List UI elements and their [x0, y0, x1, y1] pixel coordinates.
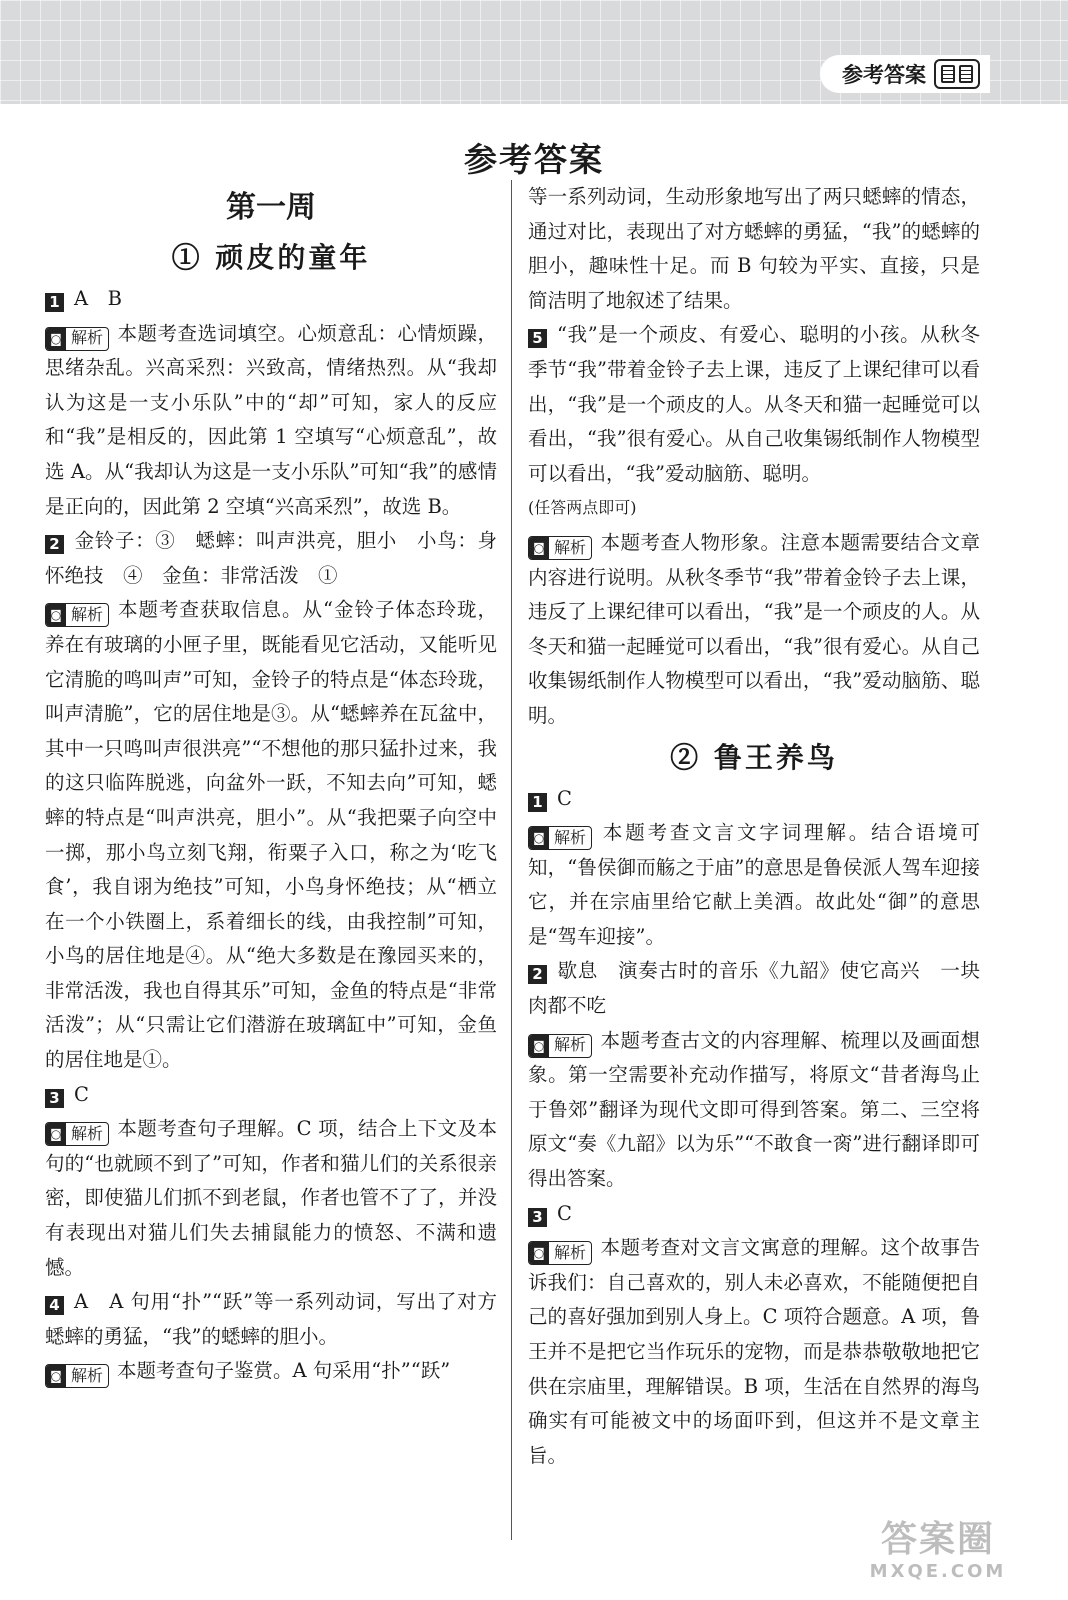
question-number: 4 [45, 1296, 64, 1315]
analysis-1: ◙ 解析 本题考查选词填空。心烦意乱：心情烦躁，思绪杂乱。兴高采烈：兴致高，情绪热烈。从“我却认为这是一支小乐队”中的“却”可知，家人的反应和“我”是相反的，因此第 1 空填写“心烦意乱”，故选 A。从“我却认为这是一支小乐队”可知“我”的感情是正向的，因此第 2 空填“兴高采烈”，故选 B。 [45, 321, 497, 518]
watermark-top: 答案圈 [880, 1519, 995, 1560]
analysis-1b: ◙ 解析 本题考查文言文字词理解。结合语境可知，“鲁侯御而觞之于庙”的意思是鲁侯派人驾车迎接它，并在宗庙里给它献上美酒。故此处“御”的意思是“驾车迎接”。 [528, 821, 980, 948]
question-number: 2 [45, 535, 64, 554]
analysis-3: ◙ 解析 本题考查句子理解。C 项，结合上下文及本句的“也就顾不到了”可知，作者和猫儿们的关系很亲密，即使猫儿们抓不到老鼠，作者也管不了了，并没有表现出对猫儿们失去捕鼠能力的愤怒、不满和遗憾。 [45, 1117, 497, 1279]
analysis-badge: ◙ 解析 [528, 1241, 592, 1265]
answer-2: 2 金铃子：③ 蟋蟀：叫声洪亮，胆小 小鸟：身怀绝技 ④ 金鱼：非常活泼 ① [45, 529, 497, 587]
section-tab-label: 参考答案 [842, 63, 926, 87]
question-number: 1 [528, 793, 547, 812]
answer-2b: 2 歇息 演奏古时的音乐《九韶》使它高兴 一块肉都不吃 [528, 959, 980, 1018]
question-number: 3 [45, 1089, 64, 1108]
week-title: 第一周 [226, 190, 316, 225]
question-number: 3 [528, 1208, 547, 1227]
analysis-badge: ◙ 解析 [528, 536, 592, 560]
answer-1b: 1 C [528, 782, 980, 817]
question-number: 2 [528, 965, 547, 984]
analysis-icon: ◙ [46, 1123, 66, 1145]
analysis-4-continued: 等一系列动词，生动形象地写出了两只蟋蟀的情态，通过对比，表现出了对方蟋蟀的勇猛，“我”的蟋蟀的胆小，趣味性十足。而 B 句较为平实、直接，只是简洁明了地叙述了结果。 [528, 185, 980, 312]
analysis-badge: ◙ 解析 [528, 1034, 592, 1058]
watermark-url: MXQE.COM [869, 1561, 1007, 1582]
section-tab [820, 55, 990, 93]
column-divider [511, 180, 512, 1540]
analysis-5: ◙ 解析 本题考查人物形象。注意本题需要结合文章内容进行说明。从秋冬季节“我”带着金铃子去上课，违反了上课纪律可以看出，“我”是一个顽皮的人。从冬天和猫一起睡觉可以看出，“我”很有爱心。从自己收集锡纸制作人物模型可以看出，“我”爱动脑筋、聪明。 [528, 530, 980, 727]
analysis-2b: ◙ 解析 本题考查古文的内容理解、梳理以及画面想象。第一空需要补充动作描写，将原文“昔者海鸟止于鲁郊”翻译为现代文即可得到答案。第二、三空将原文“奏《九韶》以为乐”“不敢食一脔”进行翻译即可得出答案。 [528, 1028, 980, 1191]
watermark-logo [838, 1520, 1038, 1590]
analysis-icon: ◙ [529, 537, 549, 559]
analysis-badge: ◙ 解析 [45, 1122, 109, 1146]
analysis-2: ◙ 解析 本题考查获取信息。从“金铃子体态玲珑，养在有玻璃的小匣子里，既能看见它活动，又能听见它清脆的鸣叫声”可知，金铃子的特点是“体态玲珑，叫声清脆”，它的居住地是③。从“蟋蟀养在瓦盆中，其中一只鸣叫声很洪亮”“不想他的那只猛扑过来，我的这只临阵脱逃，向盆外一跃，不知去向”可知，蟋蟀的特点是“叫声洪亮，胆小”。从“我把粟子向空中一掷，那小鸟立刻飞翔，衔粟子入口，称之为‘吃飞食’，我自诩为绝技”可知，小鸟身怀绝技；从“栖立在一个小铁圈上，系着细长的线，由我控制”可知，小鸟的居住地是④。从“绝大多数是在豫园买来的，非常活泼，我也自得其乐”可知，金鱼的特点是“非常活泼”；从“只需让它们潜游在玻璃缸中”可知，金鱼的居住地是①。 [45, 598, 497, 1072]
answer-5-note: (任答两点即可) [528, 498, 637, 518]
analysis-badge: ◙ 解析 [45, 327, 109, 351]
analysis-icon: ◙ [529, 1035, 549, 1057]
analysis-icon: ◙ [46, 328, 66, 350]
question-number: 1 [45, 293, 64, 312]
lesson-title-1: ① 顽皮的童年 [171, 241, 371, 274]
answer-5: 5 “我”是一个顽皮、有爱心、聪明的小孩。从秋冬季节“我”带着金铃子去上课，违反了上课纪律可以看出，“我”是一个顽皮的人。从冬天和猫一起睡觉可以看出，“我”很有爱心。从自己收集锡纸制作人物模型可以看出，“我”爱动脑筋、聪明。 [528, 323, 980, 485]
analysis-badge: ◙ 解析 [528, 826, 592, 850]
analysis-badge: ◙ 解析 [45, 1364, 109, 1388]
analysis-icon: ◙ [529, 1242, 549, 1264]
answer-3b: 3 C [528, 1197, 980, 1232]
answer-4: 4 A A 句用“扑”“跃”等一系列动词，写出了对方蟋蟀的勇猛，“我”的蟋蟀的胆小。 [45, 1290, 497, 1348]
book-icon [934, 59, 980, 89]
analysis-icon: ◙ [46, 1365, 66, 1387]
page-title: 参考答案 [464, 140, 604, 179]
lesson-title-2: ② 鲁王养鸟 [670, 740, 838, 774]
right-column [528, 180, 980, 1473]
analysis-badge: ◙ 解析 [45, 603, 109, 627]
left-column [45, 180, 497, 1389]
question-number: 5 [528, 329, 547, 348]
answer-3: 3 C [45, 1078, 497, 1113]
answer-1: 1 A B [45, 282, 497, 317]
analysis-icon: ◙ [46, 604, 66, 626]
analysis-4: ◙ 解析 本题考查句子鉴赏。A 句采用“扑”“跃” [45, 1354, 497, 1389]
analysis-3b: ◙ 解析 本题考查对文言文寓意的理解。这个故事告诉我们：自己喜欢的，别人未必喜欢，不能随便把自己的喜好强加到别人身上。C 项符合题意。A 项，鲁王并不是把它当作玩乐的宠物，而是恭恭敬敬地把它供在宗庙里，理解错误。B 项，生活在自然界的海鸟确实有可能被文中的场面吓到，但这并不是文章主旨。 [528, 1236, 980, 1467]
analysis-icon: ◙ [529, 827, 549, 849]
